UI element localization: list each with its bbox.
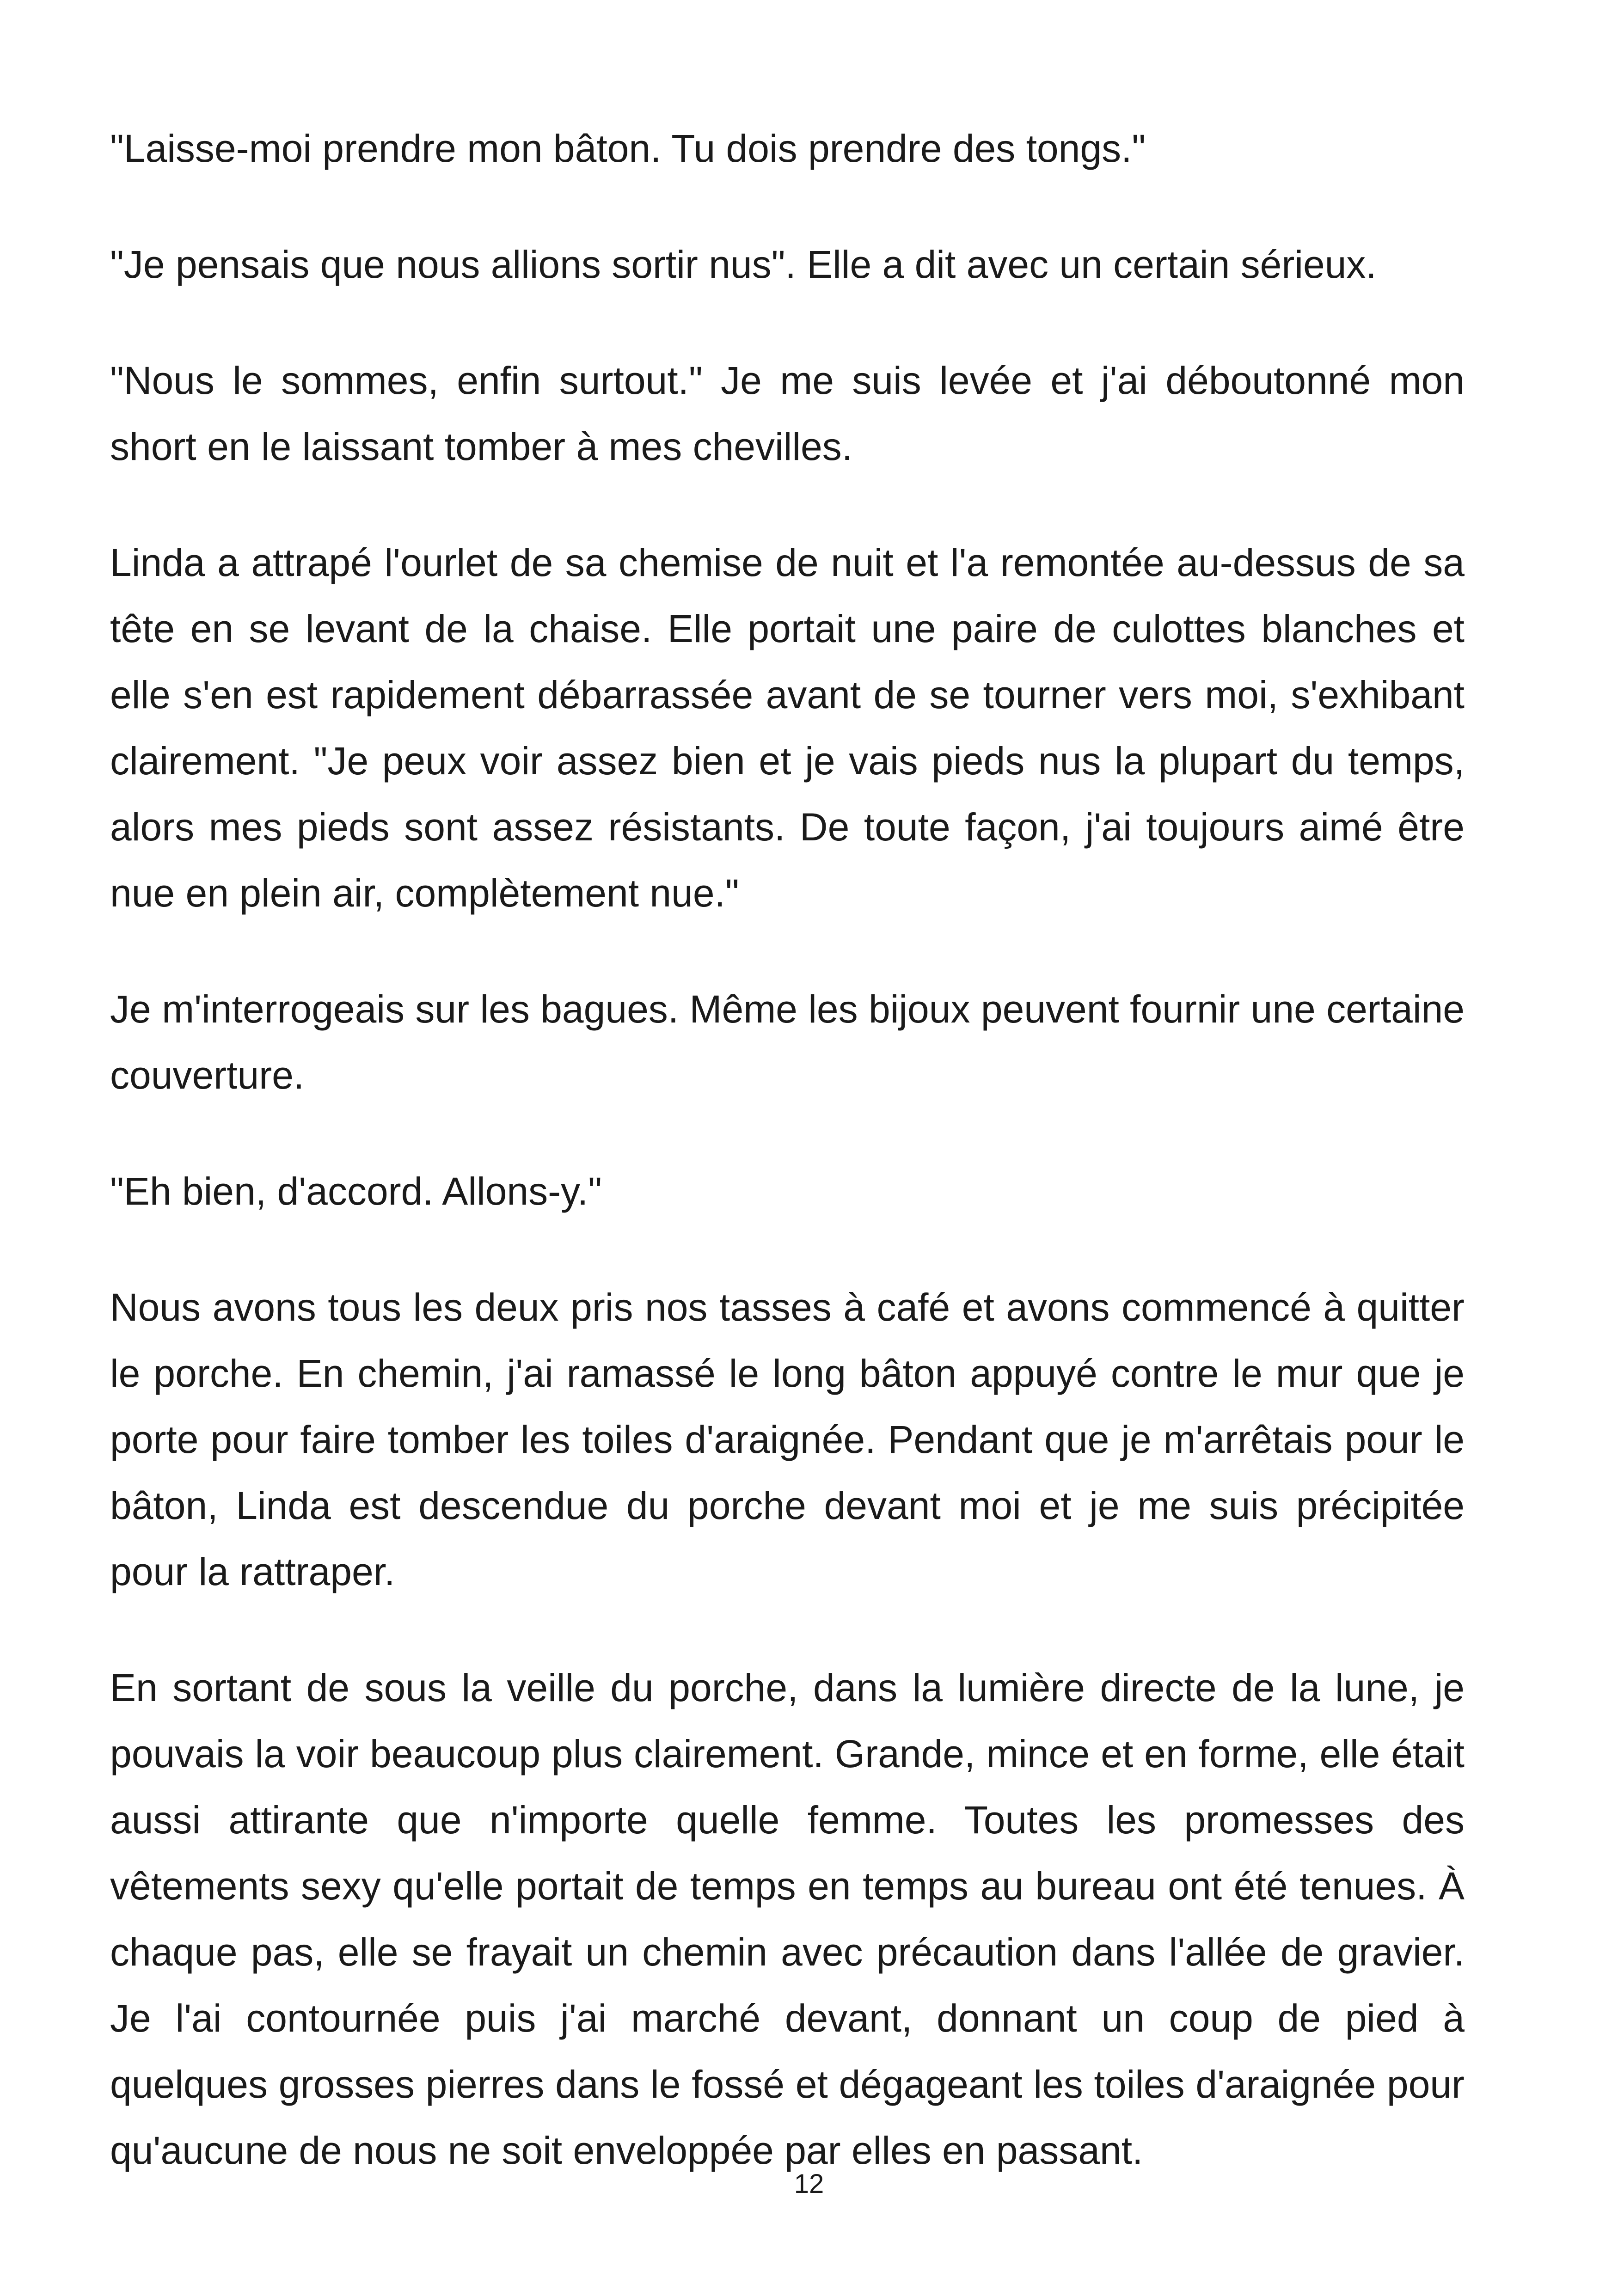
paragraph: En sortant de sous la veille du porche, dans la lumière directe de la lune, je pouvais la voir beaucoup plus clairement. Grande, mince et en forme, elle était aussi attirante que n'importe quelle femme. Toutes les promesses des vêtements sexy qu'elle portait de temps en temps au bureau ont été tenues. À chaque pas, elle se frayait un chemin avec précaution dans l'allée de gravier. Je l'ai contournée puis j'ai marché devant, donnant un coup de pied à quelques grosses pierres dans le fossé et dégageant les toiles d'araignée pour qu'aucune de nous ne soit enveloppée par elles en passant.	[110, 1666, 1465, 2172]
paragraph: Je m'interrogeais sur les bagues. Même les bijoux peuvent fournir une certaine couverture.	[110, 987, 1465, 1097]
paragraph: Nous avons tous les deux pris nos tasses à café et avons commencé à quitter le porche. En chemin, j'ai ramassé le long bâton appuyé contre le mur que je porte pour faire tomber les toiles d'araignée. Pendant que je m'arrêtais pour le bâton, Linda est descendue du porche devant moi et je me suis précipitée pour la rattraper.	[110, 1286, 1465, 1593]
paragraph: "Laisse-moi prendre mon bâton. Tu dois prendre des tongs."	[110, 127, 1146, 170]
page-number: 12	[794, 2169, 824, 2199]
paragraph: "Nous le sommes, enfin surtout." Je me suis levée et j'ai déboutonné mon short en le laissant tomber à mes chevilles.	[110, 359, 1465, 468]
paragraph: "Eh bien, d'accord. Allons-y."	[110, 1169, 602, 1213]
paragraph: Linda a attrapé l'ourlet de sa chemise de nuit et l'a remontée au-dessus de sa tête en se levant de la chaise. Elle portait une paire de culottes blanches et elle s'en est rapidement débarrassée avant de se tourner vers moi, s'exhibant clairement. "Je peux voir assez bien et je vais pieds nus la plupart du temps, alors mes pieds sont assez résistants. De toute façon, j'ai toujours aimé être nue en plein air, complètement nue."	[110, 541, 1465, 915]
body-text	[110, 116, 1465, 2234]
paragraph: "Je pensais que nous allions sortir nus". Elle a dit avec un certain sérieux.	[110, 243, 1377, 286]
